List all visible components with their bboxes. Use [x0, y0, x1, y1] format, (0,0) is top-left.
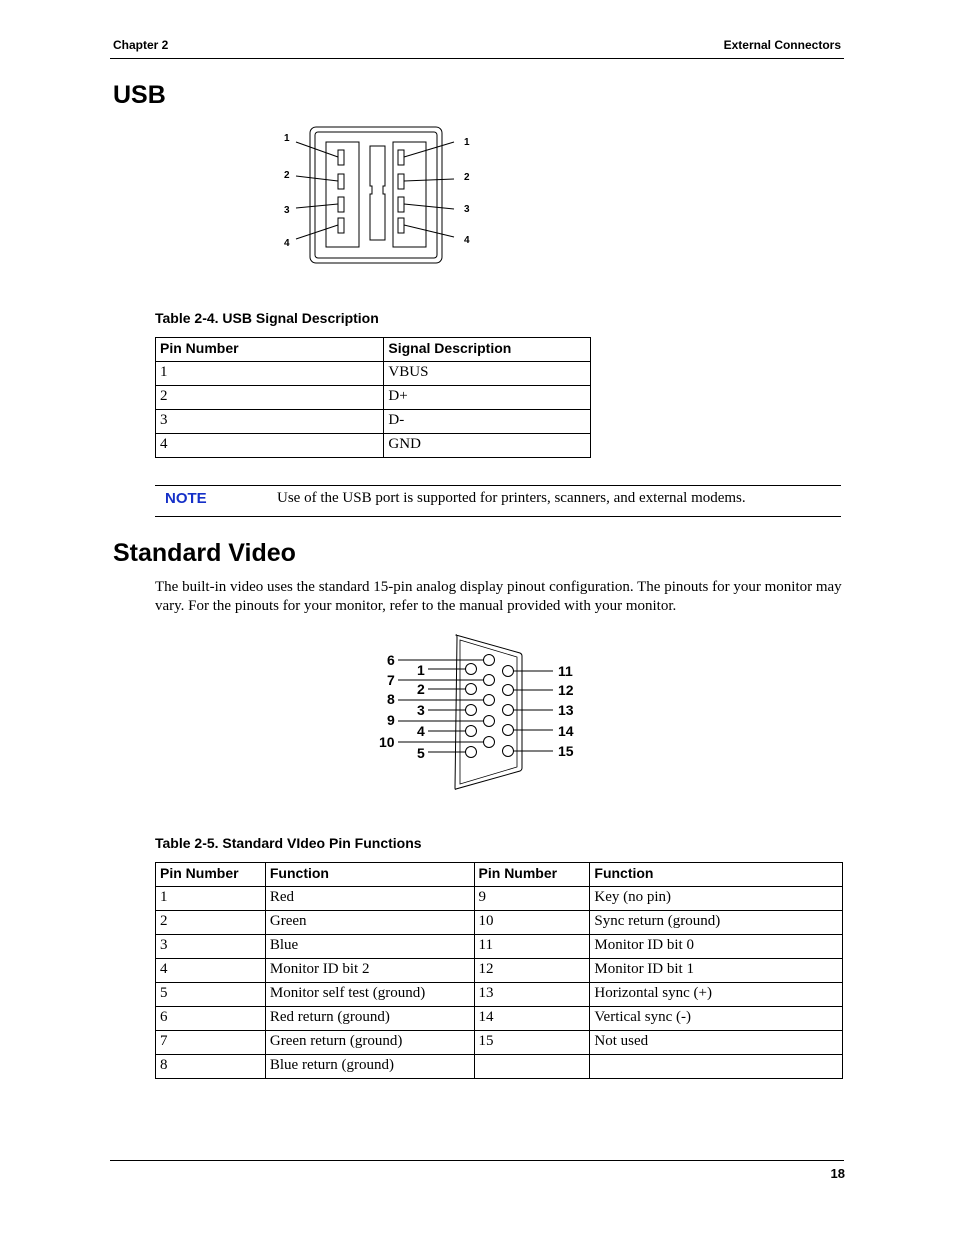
table-cell: [474, 1055, 590, 1079]
vga-pin-label: 6: [387, 652, 395, 668]
running-header-section: External Connectors: [723, 38, 841, 52]
table-cell: 5: [156, 983, 266, 1007]
table-row: [156, 362, 591, 386]
usb-port-left: [326, 142, 359, 247]
table-cell: Key (no pin): [590, 887, 843, 911]
table-row: [156, 1007, 843, 1031]
table-cell: Blue: [265, 935, 474, 959]
usb-left-pin-label: 4: [284, 238, 290, 249]
table-cell: Monitor ID bit 2: [265, 959, 474, 983]
table-cell: 4: [156, 959, 266, 983]
vga-pin-label: 1: [417, 662, 425, 678]
pin-number-cell: 4: [156, 434, 384, 458]
usb-left-pin-label: 3: [284, 205, 290, 216]
table-cell: 15: [474, 1031, 590, 1055]
vga-pin-label: 9: [387, 712, 395, 728]
column-header: Pin Number: [474, 863, 590, 887]
column-header: Function: [590, 863, 843, 887]
usb-right-pin-label: 1: [464, 137, 470, 148]
note-text: Use of the USB port is supported for printers, scanners, and external modems.: [277, 490, 746, 506]
vga-pin-label: 5: [417, 745, 425, 761]
table-cell: 9: [474, 887, 590, 911]
table-cell: Vertical sync (-): [590, 1007, 843, 1031]
column-header: Signal Description: [384, 338, 591, 362]
table-row: [156, 1031, 843, 1055]
usb-left-pin-label: 2: [284, 170, 290, 181]
header-rule: [110, 58, 844, 59]
note-top-rule: [155, 485, 841, 486]
table-row: [156, 386, 591, 410]
usb-left-pin-label: 1: [284, 133, 290, 144]
table-cell: 6: [156, 1007, 266, 1031]
vga-connector-diagram: [370, 628, 590, 794]
table-cell: Horizontal sync (+): [590, 983, 843, 1007]
vga-pin-label: 8: [387, 691, 395, 707]
table-cell: 3: [156, 935, 266, 959]
pin-number-cell: 3: [156, 410, 384, 434]
table-cell: Blue return (ground): [265, 1055, 474, 1079]
pin-number-cell: 1: [156, 362, 384, 386]
usb-inner-shell: [315, 132, 437, 258]
usb-right-pin-label: 2: [464, 172, 470, 183]
table-cell: [590, 1055, 843, 1079]
table-header-row: [156, 338, 591, 362]
signal-cell: D+: [384, 386, 591, 410]
table-cell: Sync return (ground): [590, 911, 843, 935]
column-header: Pin Number: [156, 863, 266, 887]
table-row: [156, 887, 843, 911]
vga-pin-label: 13: [558, 702, 574, 718]
column-header: Function: [265, 863, 474, 887]
table-cell: 10: [474, 911, 590, 935]
video-pin-table: [155, 862, 843, 1079]
note-label: NOTE: [165, 490, 207, 507]
vga-shell: [455, 635, 522, 790]
table-cell: 11: [474, 935, 590, 959]
note-bottom-rule: [155, 516, 841, 517]
table-cell: 8: [156, 1055, 266, 1079]
table-cell: 2: [156, 911, 266, 935]
table-row: [156, 911, 843, 935]
table-row: [156, 935, 843, 959]
usb-right-pin-label: 3: [464, 204, 470, 215]
table-cell: Red: [265, 887, 474, 911]
usb-table-caption: Table 2-4. USB Signal Description: [155, 310, 379, 326]
table-row: [156, 959, 843, 983]
vga-pin-label: 15: [558, 743, 574, 759]
table-cell: Monitor self test (ground): [265, 983, 474, 1007]
table-cell: 1: [156, 887, 266, 911]
footer-rule: [110, 1160, 844, 1161]
table-header-row: [156, 863, 843, 887]
vga-pin-label: 12: [558, 682, 574, 698]
table-row: [156, 1055, 843, 1079]
running-header-chapter: Chapter 2: [113, 38, 169, 52]
table-row: [156, 410, 591, 434]
table-row: [156, 983, 843, 1007]
signal-cell: GND: [384, 434, 591, 458]
usb-heading: USB: [113, 81, 166, 109]
table-cell: Red return (ground): [265, 1007, 474, 1031]
table-cell: Monitor ID bit 0: [590, 935, 843, 959]
usb-right-pin-label: 4: [464, 235, 470, 246]
usb-outer-shell: [310, 127, 442, 263]
usb-center-divider: [370, 146, 385, 240]
signal-cell: VBUS: [384, 362, 591, 386]
signal-cell: D-: [384, 410, 591, 434]
vga-shell-inner: [460, 640, 517, 784]
table-row: [156, 434, 591, 458]
vga-pin-label: 2: [417, 681, 425, 697]
table-cell: Not used: [590, 1031, 843, 1055]
vga-pin-label: 14: [558, 723, 574, 739]
table-cell: 14: [474, 1007, 590, 1031]
column-header: Pin Number: [156, 338, 384, 362]
vga-pin-label: 7: [387, 672, 395, 688]
vga-pin-label: 4: [417, 723, 425, 739]
table-cell: 13: [474, 983, 590, 1007]
video-paragraph: The built-in video uses the standard 15-pin analog display pinout configuration. The pinouts for your monitor may vary. For the pinouts for your monitor, refer to the manual provided with your monitor.: [155, 579, 842, 614]
table-cell: Green return (ground): [265, 1031, 474, 1055]
usb-connector-diagram: [270, 120, 480, 270]
vga-pin-label: 3: [417, 702, 425, 718]
usb-signal-table: [155, 337, 591, 458]
video-table-caption: Table 2-5. Standard VIdeo Pin Functions: [155, 835, 422, 851]
pin-number-cell: 2: [156, 386, 384, 410]
table-cell: 7: [156, 1031, 266, 1055]
table-cell: 12: [474, 959, 590, 983]
table-cell: Monitor ID bit 1: [590, 959, 843, 983]
vga-pin-label: 10: [379, 734, 395, 750]
vga-pin-label: 11: [558, 663, 573, 679]
table-cell: Green: [265, 911, 474, 935]
video-heading: Standard Video: [113, 539, 296, 567]
page-number: 18: [830, 1166, 845, 1181]
